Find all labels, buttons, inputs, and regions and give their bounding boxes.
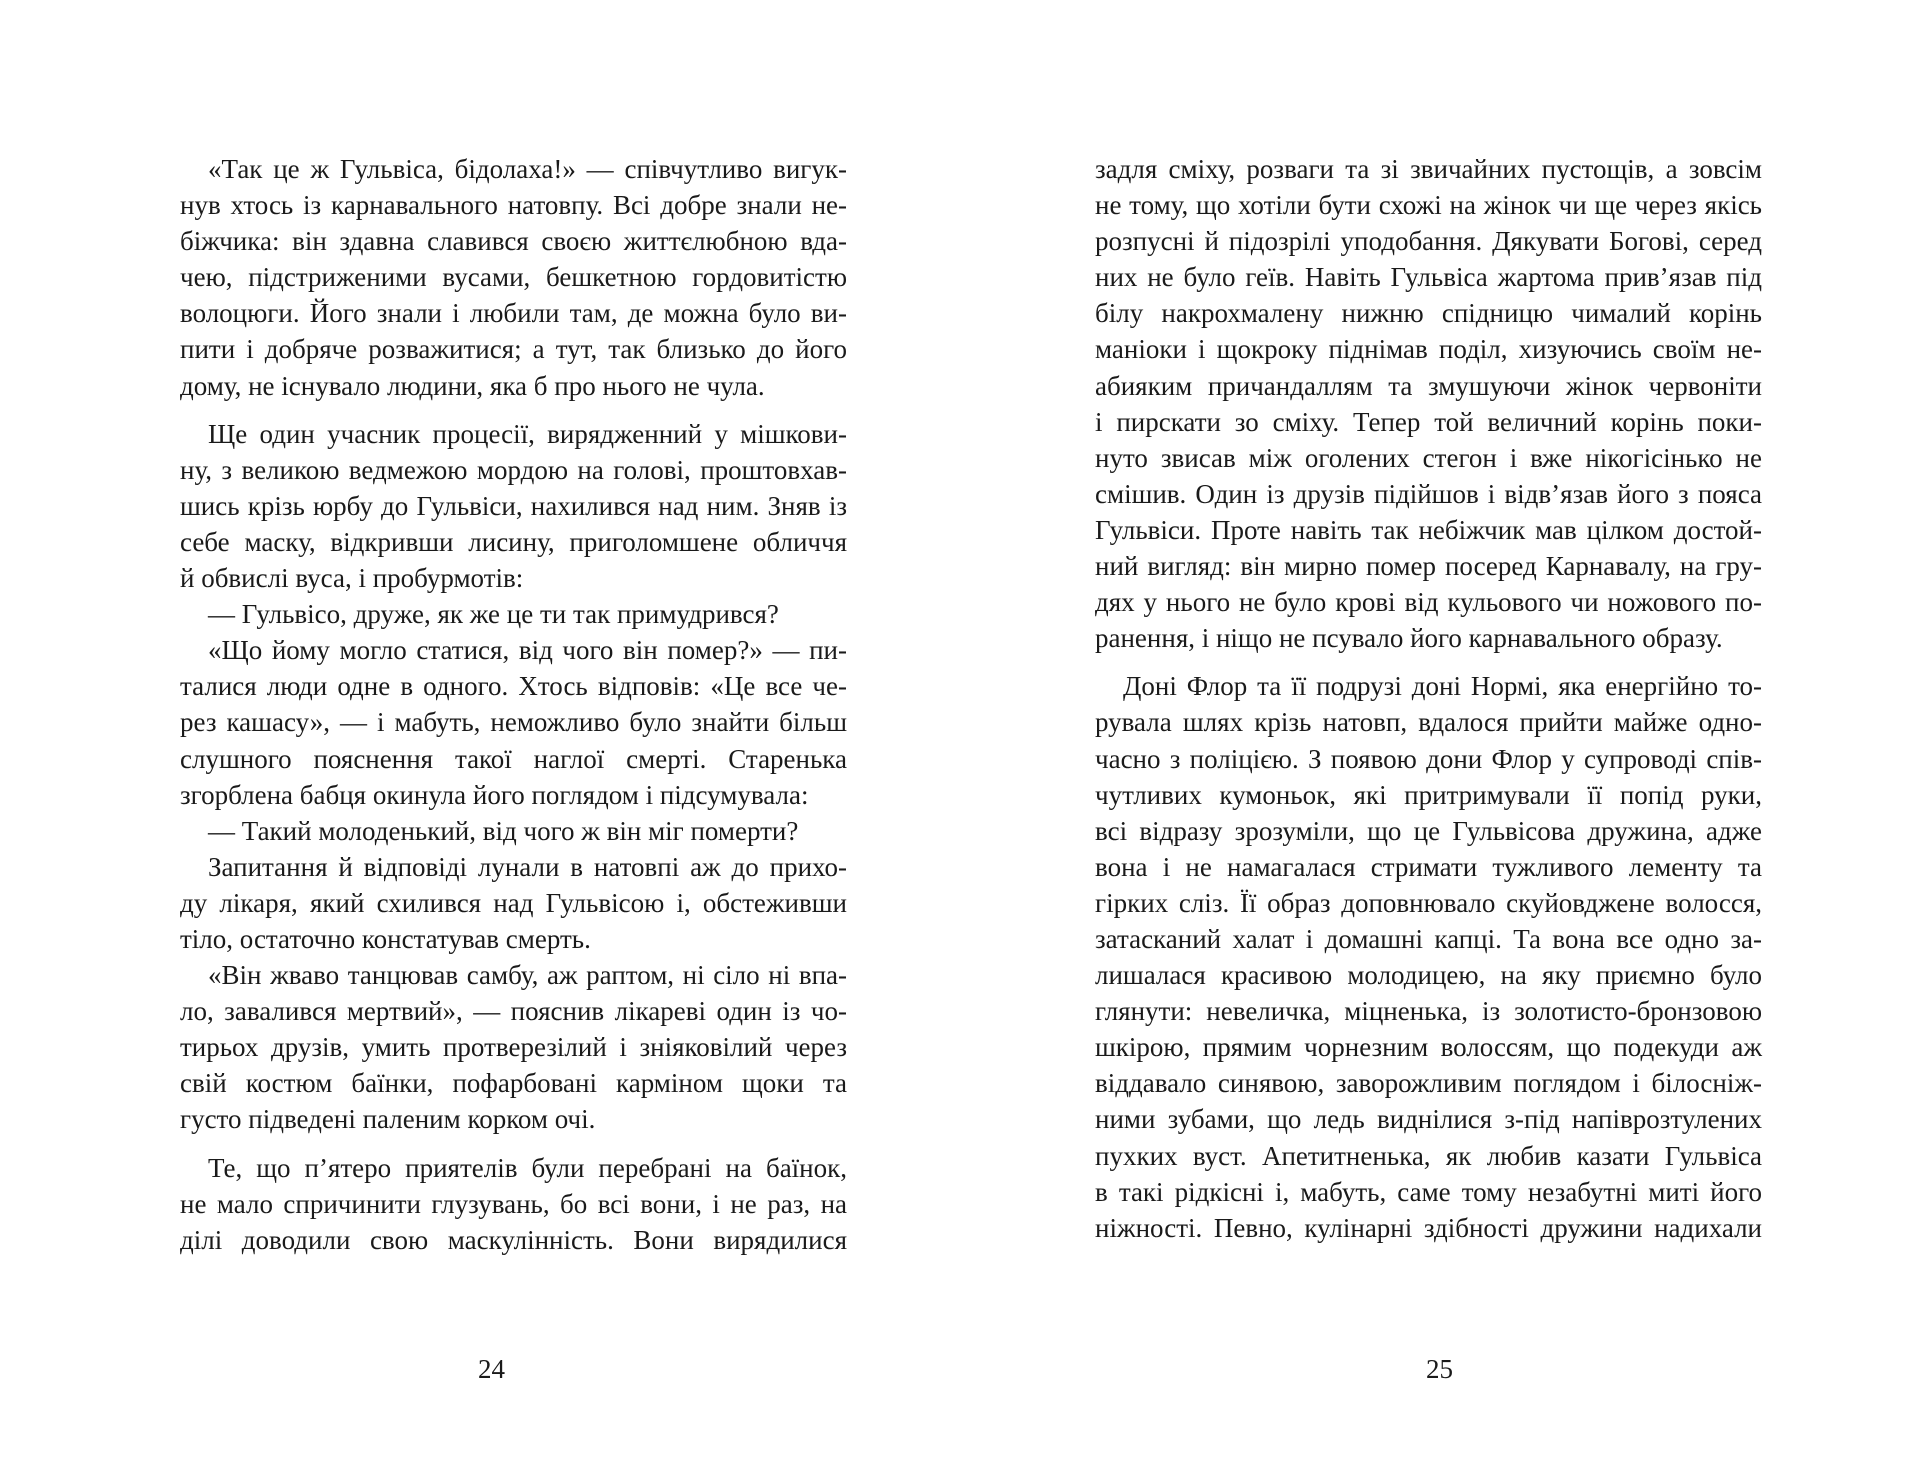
text-line: часно з поліцією. З появою дони Флор у супроводі спів- xyxy=(1095,743,1762,774)
text-line: не мало спричинити глузувань, бо всі вони, і не раз, на xyxy=(180,1188,847,1219)
text-line: в такі рідкісні і, мабуть, саме тому незабутні миті його xyxy=(1095,1176,1762,1207)
text-line: рез кашасу», — і мабуть, неможливо було знайти більш xyxy=(180,707,847,738)
text-line: не тому, що хотіли бути схожі на жінок чи ще через якісь xyxy=(1095,190,1762,221)
text-line: Ще один учасник процесії, вирядженний у мішкови- xyxy=(208,418,847,449)
right-page-text xyxy=(1095,151,1762,1246)
text-line: них не було геїв. Навіть Гульвіса жартома прив’язав під xyxy=(1095,262,1762,293)
left-page-text xyxy=(180,151,847,1258)
text-line: густо підведені паленим корком очі. xyxy=(180,1104,596,1135)
text-line: Доні Флор та її подрузі доні Нормі, яка енергійно то- xyxy=(1123,671,1762,702)
text-line: рувала шлях крізь натовп, вдалося прийти майже одно- xyxy=(1095,707,1762,738)
text-line: нув хтось із карнавального натовпу. Всі добре знали не- xyxy=(180,190,847,221)
text-line: розпусні й підозрілі уподобання. Дякувати Богові, серед xyxy=(1095,226,1762,257)
text-line: затасканий халат і домашні капці. Та вона все одно за- xyxy=(1095,923,1762,954)
text-line: маніоки і щокроку піднімав поділ, хизуючись своїм не- xyxy=(1095,334,1762,365)
text-line: абияким причандаллям та змушуючи жінок червоніти xyxy=(1095,370,1762,401)
text-line: свій костюм баїнки, пофарбовані карміном щоки та xyxy=(180,1068,847,1099)
text-line: Запитання й відповіді лунали в натовпі аж до прихо- xyxy=(208,851,847,882)
paragraph-gap xyxy=(1095,656,1762,668)
text-line: талися люди одне в одного. Хтось відповів: «Це все че- xyxy=(180,671,847,702)
text-line: ділі доводили свою маскулінність. Вони вирядилися xyxy=(180,1224,847,1255)
right-page xyxy=(960,0,1920,1477)
text-line: «Так це ж Гульвіса, бідолаха!» — співчутливо вигук- xyxy=(208,154,847,184)
text-line: себе маску, відкривши лисину, приголомшене обличчя xyxy=(180,526,847,557)
text-line: задля сміху, розваги та зі звичайних пустощів, а зовсім xyxy=(1095,154,1762,184)
text-line: глянути: невеличка, міцненька, із золотисто-бронзовою xyxy=(1095,996,1762,1027)
text-line: вона і не намагалася стримати тужливого лементу та xyxy=(1095,851,1762,882)
text-line: пухких вуст. Апетитненька, як любив казати Гульвіса xyxy=(1095,1140,1762,1171)
paragraph-gap xyxy=(180,1138,847,1150)
text-line: дях у нього не було крові від кульового чи ножового по- xyxy=(1095,587,1762,618)
page-number: 25 xyxy=(1426,1354,1453,1384)
text-line: чею, підстриженими вусами, бешкетною гордовитістю xyxy=(180,262,847,293)
text-line: і пирскати зо сміху. Тепер той величний корінь поки- xyxy=(1095,406,1762,437)
text-line: Гульвіси. Проте навіть так небіжчик мав цілком достой- xyxy=(1095,514,1762,545)
paragraph-gap xyxy=(180,404,847,416)
text-line: віддавало синявою, заворожливим поглядом і білосніж- xyxy=(1095,1068,1762,1099)
text-line: Те, що п’ятеро приятелів були перебрані на баїнок, xyxy=(208,1152,847,1183)
text-line: пити і добряче розважитися; а тут, так близько до його xyxy=(180,334,847,365)
text-line: ними зубами, що ледь виднілися з-під напіврозтулених xyxy=(1095,1104,1762,1135)
text-line: біжчика: він здавна славився своєю життєлюбною вда- xyxy=(180,226,847,257)
text-line: тіло, остаточно констатував смерть. xyxy=(180,923,591,954)
text-line: — Гульвісо, друже, як же це ти так примудрився? xyxy=(208,599,779,630)
text-line: нуто звисав між оголених стегон і вже нікогісінько не xyxy=(1095,442,1762,473)
text-line: — Такий молоденький, від чого ж він міг померти? xyxy=(208,815,799,846)
text-line: шкірою, прямим чорнезним волоссям, що подекуди аж xyxy=(1095,1032,1762,1063)
text-line: й обвислі вуса, і пробурмотів: xyxy=(180,563,524,594)
text-line: білу накрохмалену нижню спідницю чималий корінь xyxy=(1095,298,1762,329)
text-line: ний вигляд: він мирно помер посеред Карнавалу, на гру- xyxy=(1095,551,1762,582)
text-line: ніжності. Певно, кулінарні здібності дружини надихали xyxy=(1095,1212,1762,1243)
text-line: слушного пояснення такої наглої смерті. Старенька xyxy=(180,743,847,774)
text-line: згорблена бабця окинула його поглядом і підсумувала: xyxy=(180,779,809,810)
text-line: чутливих кумоньок, які притримували її попід руки, xyxy=(1095,779,1762,810)
text-line: дому, не існувало людини, яка б про нього не чула. xyxy=(180,370,765,401)
text-line: смішив. Один із друзів підійшов і відв’язав його з пояса xyxy=(1095,478,1762,509)
text-line: всі відразу зрозуміли, що це Гульвісова дружина, адже xyxy=(1095,815,1762,846)
page-number: 24 xyxy=(478,1354,505,1384)
text-line: ло, завалився мертвий», — пояснив лікареві один із чо- xyxy=(180,996,847,1027)
text-line: гірких сліз. Її образ доповнювало скуйовджене волосся, xyxy=(1095,887,1762,918)
text-line: ну, з великою ведмежою мордою на голові, проштовхав- xyxy=(180,454,847,485)
text-line: шись крізь юрбу до Гульвіси, нахилився над ним. Зняв із xyxy=(180,490,847,521)
text-line: «Він жваво танцював самбу, аж раптом, ні сіло ні впа- xyxy=(208,960,847,991)
text-line: «Що йому могло статися, від чого він помер?» — пи- xyxy=(208,635,847,666)
text-line: ду лікаря, який схилився над Гульвісою і, обстеживши xyxy=(180,887,847,918)
text-line: волоцюги. Його знали і любили там, де можна було ви- xyxy=(180,298,847,329)
text-line: лишалася красивою молодицею, на яку приємно було xyxy=(1095,960,1762,991)
text-line: ранення, і ніщо не псувало його карнавального образу. xyxy=(1095,623,1723,654)
text-line: тирьох друзів, умить протверезілий і зніяковілий через xyxy=(180,1032,847,1063)
